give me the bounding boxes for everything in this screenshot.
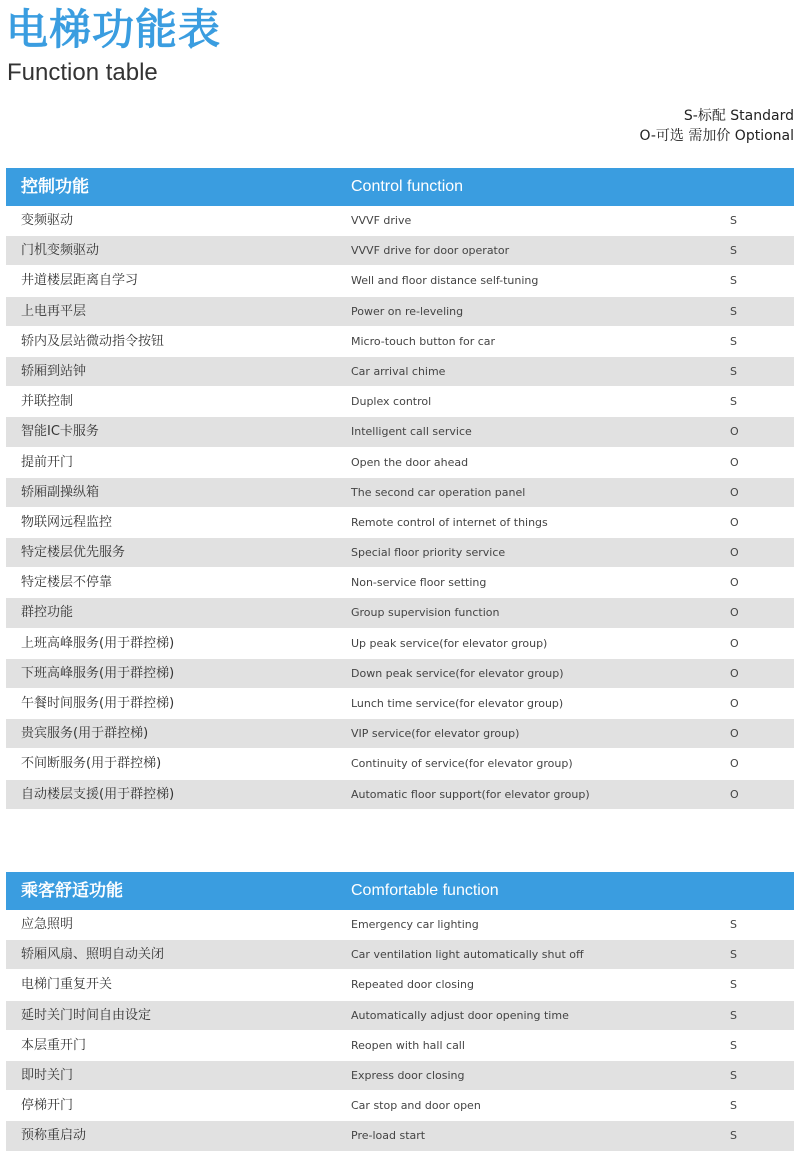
table-row <box>6 1061 794 1091</box>
section-control-function <box>6 168 794 810</box>
function-name-en: Intelligent call service <box>351 425 472 439</box>
function-name-zh: 智能IC卡服务 <box>21 424 99 440</box>
table-row <box>6 417 794 447</box>
availability-code: S <box>730 1008 737 1022</box>
availability-code: S <box>730 978 737 992</box>
table-row <box>6 478 794 508</box>
function-name-en: Down peak service(for elevator group) <box>351 666 564 680</box>
function-name-zh: 上电再平层 <box>21 303 87 319</box>
availability-code: S <box>730 1129 737 1143</box>
section-comfortable-function <box>6 872 794 1152</box>
function-name-zh: 特定楼层不停靠 <box>21 575 113 591</box>
table-row <box>6 970 794 1000</box>
table-row <box>6 206 794 236</box>
availability-code: S <box>730 948 737 962</box>
table-row <box>6 1091 794 1121</box>
availability-code: O <box>730 666 739 680</box>
table-row <box>6 689 794 719</box>
function-name-zh: 门机变频驱动 <box>21 243 100 259</box>
function-name-en: Car stop and door open <box>351 1099 481 1113</box>
section-title-zh: 乘客舒适功能 <box>21 881 123 901</box>
availability-code: O <box>730 606 739 620</box>
table-row <box>6 387 794 417</box>
function-name-zh: 午餐时间服务(用于群控梯) <box>21 696 175 711</box>
availability-code: S <box>730 1099 737 1113</box>
availability-code: O <box>730 787 739 801</box>
table-row <box>6 598 794 628</box>
availability-code: O <box>730 636 739 650</box>
function-name-en: VVVF drive for door operator <box>351 244 510 258</box>
function-name-zh: 贵宾服务(用于群控梯) <box>21 726 149 742</box>
function-name-zh: 上班高峰服务(用于群控梯) <box>21 635 175 651</box>
function-name-zh: 电梯门重复开关 <box>21 977 113 993</box>
function-name-zh: 群控功能 <box>21 605 74 621</box>
function-name-zh: 井道楼层距离自学习 <box>21 273 139 289</box>
availability-code: S <box>730 918 737 931</box>
availability-code: O <box>730 727 739 741</box>
availability-code: S <box>730 274 737 288</box>
function-name-zh: 应急照明 <box>21 917 74 932</box>
function-name-zh: 轿厢副操纵箱 <box>21 484 100 500</box>
table-row <box>6 910 794 940</box>
table-row <box>6 508 794 538</box>
table-row <box>6 538 794 568</box>
function-name-zh: 自动楼层支援(用于群控梯) <box>21 786 175 802</box>
function-name-en: Car ventilation light automatically shut off <box>351 948 584 962</box>
function-name-zh: 延时关门时间自由设定 <box>21 1007 152 1023</box>
function-name-en: Up peak service(for elevator group) <box>351 636 548 650</box>
function-name-zh: 特定楼层优先服务 <box>21 545 126 561</box>
function-name-zh: 变频驱动 <box>21 213 74 228</box>
function-name-en: Special floor priority service <box>351 546 506 560</box>
function-name-en: Automatically adjust door opening time <box>351 1008 569 1022</box>
availability-code: O <box>730 757 739 771</box>
function-name-zh: 提前开门 <box>21 454 74 470</box>
function-name-en: Continuity of service(for elevator group) <box>351 757 573 771</box>
table-row <box>6 780 794 810</box>
function-name-en: Lunch time service(for elevator group) <box>351 697 564 710</box>
table-row <box>6 568 794 598</box>
table-row <box>6 327 794 357</box>
function-name-en: VIP service(for elevator group) <box>351 727 520 741</box>
table-row <box>6 236 794 266</box>
availability-code: O <box>730 515 739 529</box>
availability-code: S <box>730 395 737 409</box>
function-name-zh: 并联控制 <box>21 394 74 410</box>
section-header <box>6 872 794 910</box>
availability-code: O <box>730 576 739 590</box>
function-name-en: Repeated door closing <box>351 978 475 992</box>
availability-code: O <box>730 485 739 499</box>
function-name-zh: 本层重开门 <box>21 1037 87 1053</box>
page-title: 电梯功能表 <box>6 5 222 54</box>
legend <box>639 106 794 146</box>
function-name-zh: 轿厢到站钟 <box>21 363 87 379</box>
availability-code: O <box>730 455 739 469</box>
function-name-en: Pre-load start <box>351 1129 426 1143</box>
function-name-zh: 物联网远程监控 <box>21 514 113 530</box>
function-name-zh: 停梯开门 <box>21 1098 74 1114</box>
function-name-en: Group supervision function <box>351 606 500 620</box>
function-name-en: VVVF drive <box>351 214 412 227</box>
function-name-zh: 不间断服务(用于群控梯) <box>21 756 162 772</box>
table-row <box>6 448 794 478</box>
function-name-en: Reopen with hall call <box>351 1038 465 1052</box>
legend-optional: O-可选 需加价 Optional <box>639 128 794 144</box>
availability-code: S <box>730 244 737 258</box>
function-name-en: Emergency car lighting <box>351 918 479 931</box>
function-table <box>6 206 794 810</box>
table-row <box>6 297 794 327</box>
function-name-zh: 下班高峰服务(用于群控梯) <box>21 665 175 681</box>
table-row <box>6 659 794 689</box>
section-title-en: Comfortable function <box>351 882 499 899</box>
function-name-en: Remote control of internet of things <box>351 515 548 529</box>
legend-standard: S-标配 Standard <box>683 108 794 124</box>
table-row <box>6 719 794 749</box>
table-row <box>6 357 794 387</box>
function-name-en: Non-service floor setting <box>351 576 487 590</box>
function-name-en: Automatic floor support(for elevator group) <box>351 787 590 801</box>
availability-code: S <box>730 304 737 318</box>
function-name-en: Micro-touch button for car <box>351 334 496 348</box>
table-row <box>6 266 794 296</box>
table-row <box>6 749 794 779</box>
table-row <box>6 1121 794 1151</box>
function-name-en: Well and floor distance self-tuning <box>351 274 539 288</box>
availability-code: S <box>730 364 737 378</box>
availability-code: S <box>730 214 737 227</box>
function-name-en: Duplex control <box>351 395 432 409</box>
table-row <box>6 629 794 659</box>
availability-code: O <box>730 697 739 710</box>
availability-code: O <box>730 546 739 560</box>
availability-code: S <box>730 1068 737 1082</box>
availability-code: S <box>730 334 737 348</box>
function-name-en: Express door closing <box>351 1068 465 1082</box>
section-title-en: Control function <box>351 178 464 195</box>
function-name-zh: 即时关门 <box>21 1067 74 1083</box>
function-name-zh: 预称重启动 <box>21 1128 87 1144</box>
section-title-zh: 控制功能 <box>21 177 89 197</box>
table-row <box>6 940 794 970</box>
function-name-en: Power on re-leveling <box>351 304 464 318</box>
function-name-en: Car arrival chime <box>351 364 446 378</box>
function-name-zh: 轿厢风扇、照明自动关闭 <box>21 947 165 963</box>
availability-code: S <box>730 1038 737 1052</box>
table-row <box>6 1001 794 1031</box>
function-name-en: Open the door ahead <box>351 455 469 469</box>
function-name-en: The second car operation panel <box>351 485 526 499</box>
page-subtitle: Function table <box>7 59 158 86</box>
section-header <box>6 168 794 206</box>
availability-code: O <box>730 425 739 439</box>
function-table <box>6 910 794 1152</box>
table-row <box>6 1031 794 1061</box>
function-name-zh: 轿内及层站微动指令按钮 <box>21 333 165 349</box>
